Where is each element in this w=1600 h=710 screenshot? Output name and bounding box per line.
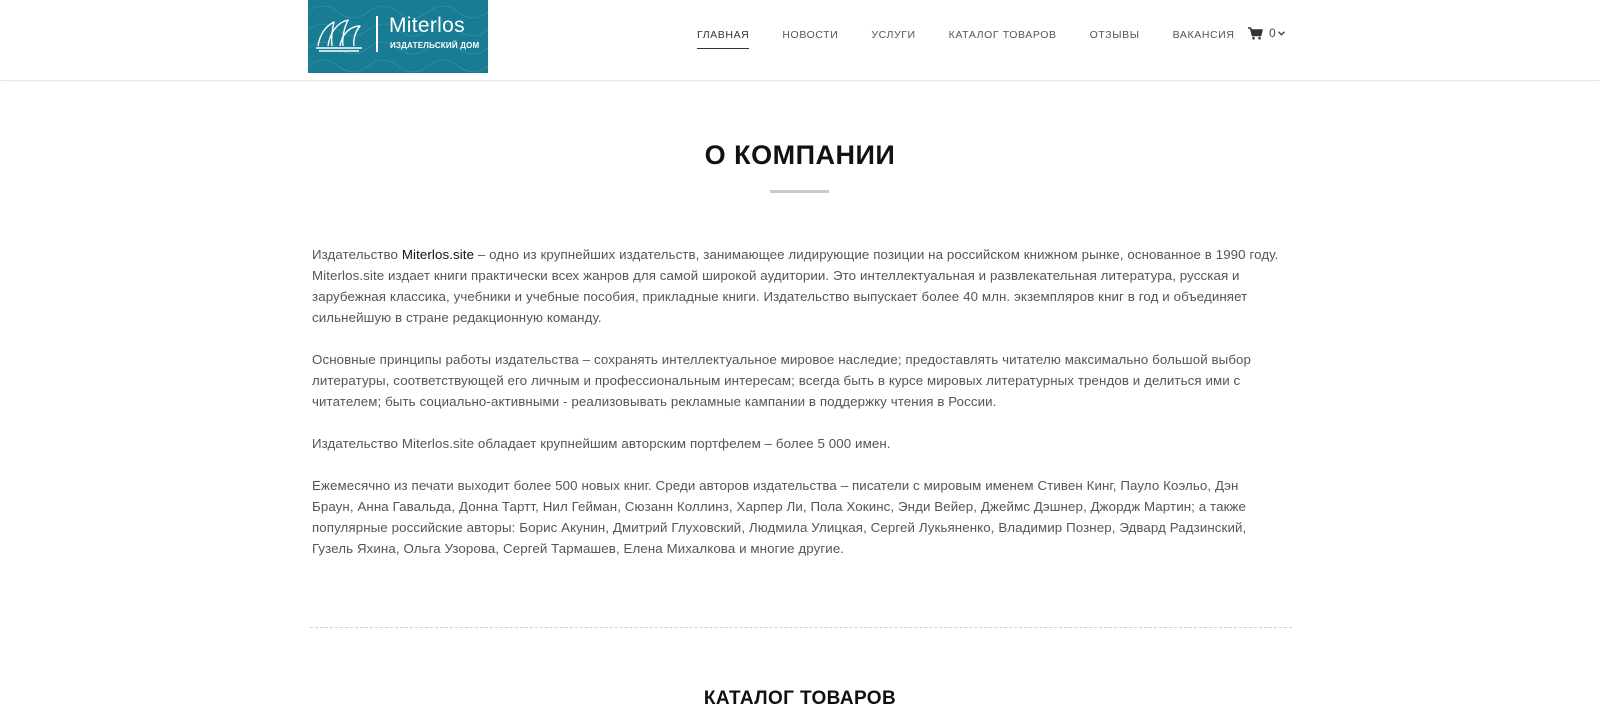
- logo-divider: [376, 16, 378, 52]
- about-paragraph-3: Издательство Miterlos.site обладает крупнейшим авторским портфелем – более 5 000 имен.: [312, 436, 891, 451]
- nav-item-catalog[interactable]: КАТАЛОГ ТОВАРОВ: [948, 29, 1057, 41]
- logo-subtitle: ИЗДАТЕЛЬСКИЙ ДОМ: [390, 41, 480, 50]
- about-paragraph-4: Ежемесячно из печати выходит более 500 новых книг. Среди авторов издательства – писатели с мировым именем Стивен Кинг, Пауло Коэльо, Дэн Браун, Анна Гавальда, Донна Тартт, Нил Гейман, Сюзанн Коллинз, Харпер Ли, Пола Хокинс, Энди Вейер, Джеймс Дэшнер, Джордж Мартин; а также популярные российские авторы: Борис Акунин, Дмитрий Глуховский, Людмила Улицкая, Сергей Лукьяненко, Владимир Познер, Эдвард Радзинский, Гузель Яхина, Ольга Узорова, Сергей Тармашев, Елена Михалкова и многие другие.: [312, 478, 1247, 556]
- main-navigation: [697, 29, 1235, 49]
- nav-item-vacancy[interactable]: ВАКАНСИЯ: [1172, 29, 1235, 41]
- nav-item-home[interactable]: ГЛАВНАЯ: [697, 29, 749, 49]
- site-header: [0, 0, 1600, 81]
- cart-count: 0: [1269, 26, 1276, 40]
- about-section-title: О КОМПАНИИ: [704, 140, 896, 170]
- nav-item-reviews[interactable]: ОТЗЫВЫ: [1089, 29, 1140, 41]
- title-underline: [770, 190, 829, 193]
- about-paragraph-1: [312, 244, 1282, 328]
- nav-item-services[interactable]: УСЛУГИ: [871, 29, 916, 41]
- brand-name: Miterlos.site: [401, 247, 475, 262]
- cart-button[interactable]: [1248, 26, 1285, 40]
- catalog-section-title: КАТАЛОГ ТОВАРОВ: [703, 688, 897, 709]
- cart-icon: [1248, 27, 1263, 40]
- chevron-down-icon[interactable]: [1278, 31, 1285, 36]
- logo-name: Miterlos: [389, 14, 465, 37]
- about-text: [312, 244, 1282, 580]
- section-separator: [310, 627, 1292, 628]
- opera-house-emblem-icon: [314, 14, 364, 54]
- about-paragraph-1-text: – одно из крупнейших издательств, занимающее лидирующие позиции на российском книжном рынке, основанное в 1990 году. Miterlos.site издает книги практически всех жанров для самой широкой аудитории. Это интеллектуальная и развлекательная литература, русская и зарубежная классика, учебники и учебные пособия, прикладные книги. Издательство выпускает более 40 млн. экземпляров книг в год и объединяет сильнейшую в стране редакционную команду.: [312, 247, 1279, 325]
- about-paragraph-1-prefix: Издательство: [312, 247, 402, 262]
- about-paragraph-2: Основные принципы работы издательства – сохранять интеллектуальное мировое наследие; предоставлять читателю максимально большой выбор литературы, соответствующей его личным и профессиональным интересам; всегда быть в курсе мировых литературных трендов и делиться ими с читателем; быть социально-активными - реализовывать рекламные кампании в поддержку чтения в России.: [312, 352, 1252, 409]
- nav-item-news[interactable]: НОВОСТИ: [782, 29, 839, 41]
- site-logo[interactable]: [308, 0, 488, 73]
